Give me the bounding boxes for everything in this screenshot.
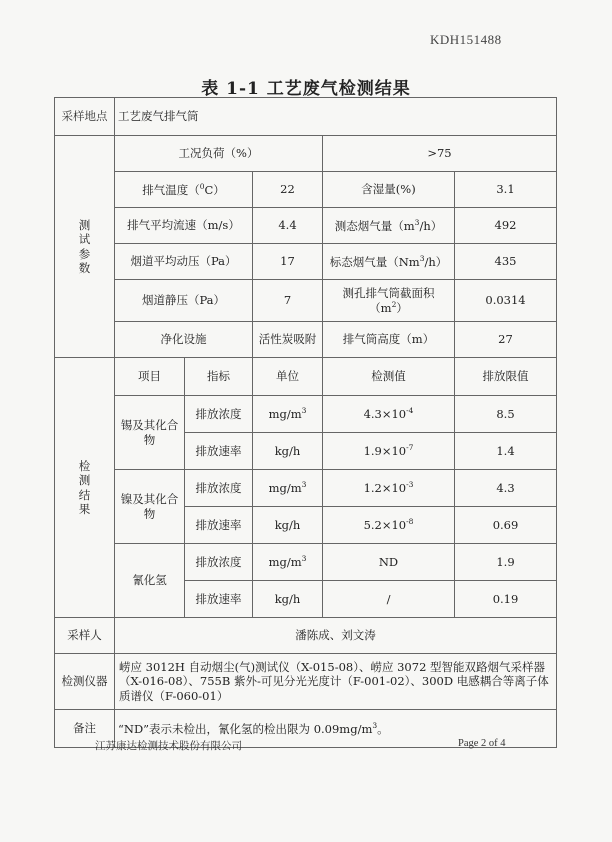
nickel-conc-row (55, 470, 557, 507)
temp-value: 22 (253, 172, 323, 208)
static-press-value: 7 (253, 280, 323, 322)
sampler-value: 潘陈成、刘文涛 (115, 618, 557, 654)
area-value: 0.0314 (455, 280, 557, 322)
hcn-rate-value: / (323, 581, 455, 618)
dyn-press-value: 17 (253, 244, 323, 280)
moisture-value: 3.1 (455, 172, 557, 208)
temp-row (55, 172, 557, 208)
nickel-rate-limit: 0.69 (455, 507, 557, 544)
tin-rate-unit: kg/h (253, 433, 323, 470)
height-value: 27 (455, 322, 557, 358)
tin-conc-label: 排放浓度 (185, 396, 253, 433)
header-value: 检测值 (323, 358, 455, 396)
static-press-label: 烟道静压（Pa） (115, 280, 253, 322)
static-press-row (55, 280, 557, 322)
nickel-conc-unit: $mg/m^3$ (253, 470, 323, 507)
purify-label: 净化设施 (115, 322, 253, 358)
nickel-rate-label: 排放速率 (185, 507, 253, 544)
sampling-site-label: 采样地点 (55, 98, 115, 136)
load-row (55, 136, 557, 172)
sampler-row (55, 618, 557, 654)
dyn-press-row (55, 244, 557, 280)
height-label: 排气筒高度（m） (323, 322, 455, 358)
meas-flow-value: 492 (455, 208, 557, 244)
hcn-name: 氰化氢 (115, 544, 185, 618)
dyn-press-label: 烟道平均动压（Pa） (115, 244, 253, 280)
instruments-label: 检测仪器 (55, 654, 115, 710)
tin-conc-limit: 8.5 (455, 396, 557, 433)
nickel-rate-unit: kg/h (253, 507, 323, 544)
remarks-label: 备注 (55, 710, 115, 748)
sampler-label: 采样人 (55, 618, 115, 654)
footer-company: 江苏康达检测技术股份有限公司 (95, 740, 242, 752)
footer-page-number: Page 2 of 4 (458, 738, 506, 749)
remarks-value: “ND”表示未检出，氰化氢的检出限为 $0.09mg/m^3$。 (115, 710, 557, 748)
temp-label: 排气温度（$^0$C） (115, 172, 253, 208)
tin-rate-value: $1.9\times 10^{-7}$ (323, 433, 455, 470)
tin-conc-unit: $mg/m^3$ (253, 396, 323, 433)
results-header-row (55, 358, 557, 396)
purify-value: 活性炭吸附 (253, 322, 323, 358)
header-item: 项目 (115, 358, 185, 396)
header-index: 指标 (185, 358, 253, 396)
velocity-label: 排气平均流速（m/s） (115, 208, 253, 244)
hcn-conc-row (55, 544, 557, 581)
instruments-value: 崂应 3012H 自动烟尘(气)测试仪（X-015-08）、崂应 3072 型智能双路烟气采样器（X-016-08）、755B 紫外-可见分光光度计（F-001-02）、300D 电感耦合等离子体质谱仪（F-060-01） (115, 654, 557, 710)
results-table (54, 97, 557, 748)
nickel-conc-label: 排放浓度 (185, 470, 253, 507)
hcn-conc-unit: $mg/m^3$ (253, 544, 323, 581)
load-label: 工况负荷（%） (115, 136, 323, 172)
results-group-label: 检 测 结 果 (55, 358, 115, 618)
tin-rate-label: 排放速率 (185, 433, 253, 470)
hcn-conc-value: ND (323, 544, 455, 581)
sampling-site-row (55, 98, 557, 136)
std-flow-value: 435 (455, 244, 557, 280)
hcn-rate-limit: 0.19 (455, 581, 557, 618)
tin-name: 锡及其化合物 (115, 396, 185, 470)
hcn-conc-limit: 1.9 (455, 544, 557, 581)
tin-conc-row (55, 396, 557, 433)
tin-rate-limit: 1.4 (455, 433, 557, 470)
velocity-row (55, 208, 557, 244)
nickel-name: 镍及其化合物 (115, 470, 185, 544)
std-flow-label: 标态烟气量（Nm$^3$/h） (323, 244, 455, 280)
test-params-group-label: 测 试 参 数 (55, 136, 115, 358)
nickel-conc-limit: 4.3 (455, 470, 557, 507)
nickel-rate-value: $5.2\times 10^{-8}$ (323, 507, 455, 544)
nickel-conc-value: $1.2\times 10^{-3}$ (323, 470, 455, 507)
table-title: 表 1-1 工艺废气检测结果 (201, 79, 411, 99)
tin-conc-value: $4.3\times 10^{-4}$ (323, 396, 455, 433)
document-number: KDH151488 (430, 32, 502, 47)
hcn-rate-label: 排放速率 (185, 581, 253, 618)
instruments-row (55, 654, 557, 710)
load-value: >75 (323, 136, 557, 172)
velocity-value: 4.4 (253, 208, 323, 244)
meas-flow-label: 测态烟气量$(m^3/h)$ (323, 208, 455, 244)
sampling-site-value: 工艺废气排气筒 (115, 98, 557, 136)
hcn-conc-label: 排放浓度 (185, 544, 253, 581)
hcn-rate-unit: kg/h (253, 581, 323, 618)
header-limit: 排放限值 (455, 358, 557, 396)
purify-row (55, 322, 557, 358)
area-label: 测孔排气筒截面积 $(m^2)$ (323, 280, 455, 322)
moisture-label: 含湿量(%) (323, 172, 455, 208)
header-unit: 单位 (253, 358, 323, 396)
